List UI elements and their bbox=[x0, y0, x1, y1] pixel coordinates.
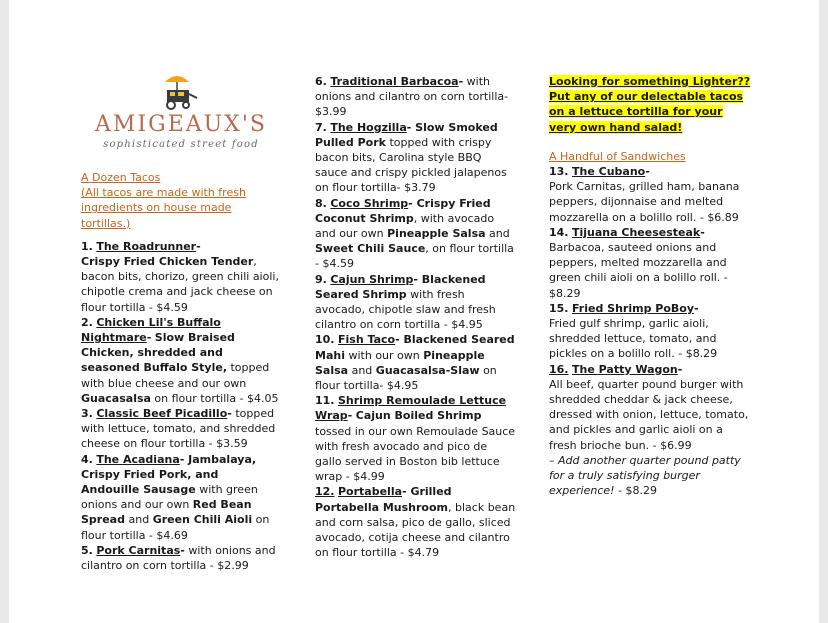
menu-item-5: 5. Pork Carnitas- with onions and cilantro on corn tortilla - $2.99 bbox=[81, 543, 276, 573]
menu-item-13: 13. The Cubano- Pork Carnitas, grilled ham, banana peppers, dijonnaise and melted mozzarella on a bolillo roll. - $6.89 bbox=[549, 165, 740, 224]
logo-name: AMIGEAUX'S bbox=[95, 112, 267, 137]
menu-item-16: 16. The Patty Wagon- All beef, quarter pound burger with shredded cheddar & jack cheese, dressed with onion, lettuce, tomato, and pickles and garlic aioli on a fresh brioche bun. - $6.99 – Add another quarter pound patty for a truly satisfying burger experience! - $8.29 bbox=[549, 362, 749, 498]
menu-item-2: 2. Chicken Lil's Buffalo Nightmare- Slow Braised Chicken, shredded and seasoned Buffalo Style, topped with blue cheese and our own Guacasalsa on flour tortilla - $4.05 bbox=[81, 315, 279, 405]
menu-item-6: 6. Traditional Barbacoa- with onions and cilantro on corn tortilla- $3.99 bbox=[315, 75, 509, 119]
menu-column-2 bbox=[315, 74, 517, 561]
menu-item-1: 1. The Roadrunner- Crispy Fried Chicken Tender, bacon bits, chorizo, green chili aioli, chipotle crema and jack cheese on flour tortilla - $4.59 bbox=[81, 239, 279, 314]
lighter-note: Looking for something Lighter?? Put any of our delectable tacos on a lettuce tortilla for your very own hand salad! bbox=[549, 75, 751, 134]
menu-item-7: 7. The Hogzilla- Slow Smoked Pulled Pork topped with crispy bacon bits, Carolina style BBQ sauce and crispy pickled jalapenos on flour tortilla- $3.79 bbox=[315, 120, 507, 195]
food-cart-icon bbox=[153, 72, 201, 112]
tacos-subheading: (All tacos are made with fresh ingredients on house made tortillas.) bbox=[81, 186, 246, 230]
menu-item-14: 14. Tijuana Cheesesteak- Barbacoa, sauteed onions and peppers, melted mozzarella and green chili aioli on a bolillo roll. - $8.29 bbox=[549, 225, 728, 300]
document-page bbox=[9, 0, 819, 623]
menu-item-4: 4. The Acadiana- Jambalaya, Crispy Fried Pork, and Andouille Sausage with green onions and our own Red Bean Spread and Green Chili Aioli on flour tortilla - $4.69 bbox=[81, 452, 270, 542]
menu-item-11: 11. Shrimp Remoulade Lettuce Wrap- Cajun Boiled Shrimp tossed in our own Remoulade Sauce with fresh avocado and pico de gallo served in Boston bib lettuce wrap - $4.99 bbox=[315, 394, 516, 484]
tacos-heading: A Dozen Tacos bbox=[81, 171, 161, 184]
sandwiches-heading: A Handful of Sandwiches bbox=[549, 149, 686, 163]
menu-column-1 bbox=[81, 170, 279, 573]
menu-item-9: 9. Cajun Shrimp- Blackened Seared Shrimp with fresh avocado, chipotle slaw and fresh cilantro on corn tortilla - $4.95 bbox=[315, 272, 496, 332]
amigeaux-logo bbox=[81, 72, 281, 156]
menu-item-3: 3. Classic Beef Picadillo- topped with lettuce, tomato, and shredded cheese on flour tortilla - $3.59 bbox=[81, 407, 276, 451]
menu-item-10: 10. Fish Taco- Blackened Seared Mahi with our own Pineapple Salsa and Guacasalsa-Slaw on flour tortilla- $4.95 bbox=[315, 333, 515, 393]
logo-tagline: sophisticated street food bbox=[103, 139, 259, 150]
menu-item-8: 8. Coco Shrimp- Crispy Fried Coconut Shrimp, with avocado and our own Pineapple Salsa and Sweet Chili Sauce, on flour tortilla - $4.59 bbox=[315, 196, 514, 271]
menu-item-15: 15. Fried Shrimp PoBoy- Fried gulf shrimp, garlic aioli, shredded lettuce, tomato, and pickles on a bolillo roll. - $8.29 bbox=[549, 301, 718, 361]
menu-column-3 bbox=[549, 74, 751, 498]
menu-item-12: 12. Portabella- Grilled Portabella Mushroom, black bean and corn salsa, pico de gallo, sliced avocado, cotija cheese and cilantro on flour tortilla - $4.79 bbox=[315, 485, 516, 560]
